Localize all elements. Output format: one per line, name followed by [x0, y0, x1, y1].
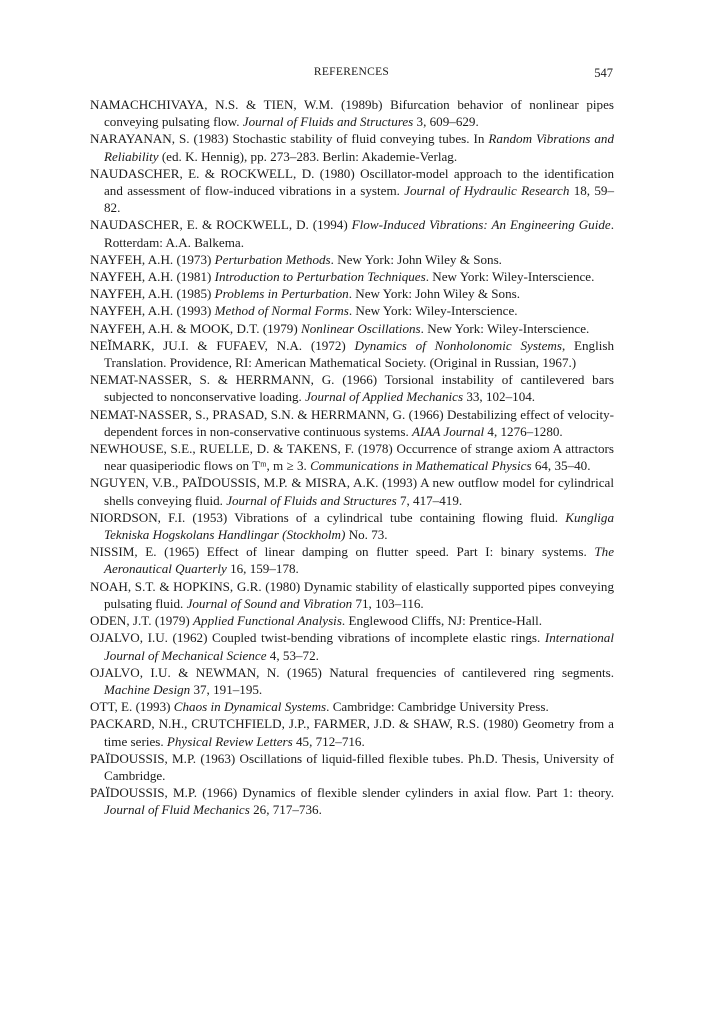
- reference-text: PACKARD, N.H., CRUTCHFIELD, J.P., FARMER, J.D. & SHAW, R.S. (1980) Geometry from a time series.: [90, 716, 614, 749]
- reference-text: ODEN, J.T. (1979): [90, 613, 194, 629]
- reference-entry: [90, 406, 614, 440]
- reference-entry: [90, 543, 614, 577]
- reference-details: 71, 103–116.: [352, 595, 424, 611]
- reference-details: 18, 59–82.: [104, 183, 615, 216]
- reference-details: , English Translation. Providence, RI: American Mathematical Society. (Original in Russian, 1967.): [104, 337, 614, 371]
- reference-source: Journal of Sound and Vibration: [186, 595, 353, 611]
- reference-source: Journal of Hydraulic Research: [404, 183, 570, 199]
- reference-text: NAYFEH, A.H. (1985): [90, 286, 215, 302]
- reference-source: Kungliga Tekniska Hogskolans Handlingar (Stockholm): [104, 509, 614, 543]
- reference-details: . New York: Wiley-Interscience.: [348, 303, 518, 319]
- reference-source: Machine Design: [104, 681, 191, 697]
- reference-source: Dynamics of Nonholonomic Systems: [354, 337, 562, 353]
- reference-entry: [90, 268, 614, 285]
- reference-list: [90, 96, 614, 819]
- reference-source: Applied Functional Analysis: [193, 613, 342, 629]
- reference-details: 33, 102–104.: [463, 389, 536, 405]
- reference-source: Random Vibrations and Reliability: [104, 131, 614, 164]
- reference-details: 7, 417–419.: [396, 492, 463, 508]
- reference-details: . New York: Wiley-Interscience.: [420, 320, 590, 336]
- reference-text: NEĬMARK, JU.I. & FUFAEV, N.A. (1972): [90, 337, 355, 353]
- reference-entry: [90, 251, 614, 268]
- reference-source: Journal of Fluids and Structures: [226, 492, 397, 508]
- reference-entry: [90, 96, 614, 130]
- reference-entry: [90, 509, 614, 543]
- reference-source: International Journal of Mechanical Science: [104, 630, 614, 663]
- reference-source: Flow-Induced Vibrations: An Engineering Guide: [351, 217, 611, 233]
- reference-details: 45, 712–716.: [292, 733, 365, 749]
- reference-details: 26, 717–736.: [249, 802, 322, 818]
- reference-details: 16, 159–178.: [226, 561, 299, 577]
- reference-source: Journal of Fluid Mechanics: [104, 802, 250, 818]
- reference-source: Introduction to Perturbation Techniques: [214, 269, 426, 285]
- reference-details: . New York: John Wiley & Sons.: [348, 286, 521, 302]
- reference-entry: [90, 664, 614, 698]
- reference-entry: [90, 302, 614, 319]
- reference-source: AIAA Journal: [412, 423, 485, 439]
- reference-text: NOAH, S.T. & HOPKINS, G.R. (1980) Dynamic stability of elastically supported pipes conveying pulsating fluid.: [90, 578, 614, 611]
- reference-entry: [90, 578, 614, 612]
- reference-details: 4, 1276–1280.: [484, 423, 563, 439]
- page-number: 547: [594, 66, 613, 80]
- reference-source: Physical Review Letters: [166, 733, 293, 749]
- reference-source: Journal of Applied Mechanics: [305, 389, 464, 405]
- reference-entry: [90, 337, 614, 371]
- reference-text: NISSIM, E. (1965) Effect of linear damping on flutter speed. Part I: binary systems.: [90, 544, 595, 560]
- reference-details: 37, 191–195.: [190, 681, 263, 697]
- reference-details: No. 73.: [345, 527, 388, 543]
- reference-entry: [90, 440, 614, 474]
- page-title: REFERENCES: [313, 66, 390, 78]
- reference-details: 4, 53–72.: [266, 647, 319, 663]
- reference-entry: [90, 474, 614, 508]
- reference-details: 64, 35–40.: [531, 458, 591, 474]
- reference-text: NEWHOUSE, S.E., RUELLE, D. & TAKENS, F. (1978) Occurrence of strange axiom A attractors near quasiperiodic flows on Tᵐ, m ≥ 3.: [90, 441, 614, 474]
- reference-text: PAÏDOUSSIS, M.P. (1966) Dynamics of flexible slender cylinders in axial flow. Part 1: theory.: [90, 785, 614, 801]
- reference-entry: [90, 216, 614, 250]
- reference-text: NARAYANAN, S. (1983) Stochastic stability of fluid conveying tubes. In: [90, 131, 489, 147]
- reference-text: NAYFEH, A.H. (1981): [90, 269, 215, 285]
- reference-entry: [90, 130, 614, 164]
- reference-details: . Englewood Cliffs, NJ: Prentice-Hall.: [341, 613, 543, 629]
- reference-entry: [90, 698, 614, 715]
- reference-entry: [90, 612, 614, 629]
- reference-text: NGUYEN, V.B., PAÏDOUSSIS, M.P. & MISRA, A.K. (1993) A new outflow model for cylindrical shells conveying fluid.: [90, 475, 614, 508]
- reference-details: . New York: Wiley-Interscience.: [425, 269, 595, 285]
- reference-text: NEMAT-NASSER, S., PRASAD, S.N. & HERRMANN, G. (1966) Destabilizing effect of velocity-dependent forces in non-conservative continuous systems.: [90, 406, 614, 439]
- reference-entry: [90, 285, 614, 302]
- reference-details: 3, 609–629.: [413, 114, 479, 130]
- reference-entry: [90, 165, 614, 217]
- reference-source: The Aeronautical Quarterly: [104, 544, 614, 577]
- reference-entry: [90, 371, 614, 405]
- reference-details: . Rotterdam: A.A. Balkema.: [104, 217, 614, 250]
- reference-details: (ed. K. Hennig), pp. 273–283. Berlin: Akademie-Verlag.: [158, 148, 458, 164]
- reference-source: Nonlinear Oscillations: [300, 320, 421, 336]
- running-head: [90, 66, 613, 82]
- reference-text: OJALVO, I.U. & NEWMAN, N. (1965) Natural frequencies of cantilevered ring segments.: [90, 664, 614, 680]
- reference-source: Perturbation Methods: [214, 251, 331, 267]
- reference-text: OTT, E. (1993): [90, 699, 174, 715]
- reference-text: PAÏDOUSSIS, M.P. (1963) Oscillations of liquid-filled flexible tubes. Ph.D. Thesis, University of Cambridge.: [90, 750, 614, 783]
- reference-text: NAYFEH, A.H. (1973): [90, 251, 215, 267]
- reference-text: NAMACHCHIVAYA, N.S. & TIEN, W.M. (1989b) Bifurcation behavior of nonlinear pipes conveying pulsating flow.: [90, 97, 614, 130]
- reference-text: OJALVO, I.U. (1962) Coupled twist-bending vibrations of incomplete elastic rings.: [90, 630, 545, 646]
- reference-source: Method of Normal Forms: [214, 303, 349, 319]
- reference-details: . Cambridge: Cambridge University Press.: [326, 699, 549, 715]
- reference-text: NEMAT-NASSER, S. & HERRMANN, G. (1966) Torsional instability of cantilevered bars subjected to nonconservative loading.: [90, 372, 614, 405]
- reference-source: Problems in Perturbation: [214, 286, 349, 302]
- reference-text: NIORDSON, F.I. (1953) Vibrations of a cylindrical tube containing flowing fluid.: [90, 509, 566, 525]
- reference-text: NAUDASCHER, E. & ROCKWELL, D. (1994): [90, 217, 352, 233]
- reference-text: NAUDASCHER, E. & ROCKWELL, D. (1980) Oscillator-model approach to the identification and assessment of flow-induced vibrations in a system.: [90, 165, 614, 199]
- reference-source: Communications in Mathematical Physics: [310, 458, 532, 474]
- reference-entry: [90, 784, 614, 818]
- reference-source: Chaos in Dynamical Systems: [173, 699, 327, 715]
- reference-entry: [90, 629, 614, 663]
- reference-entry: [90, 320, 614, 337]
- reference-entry: [90, 750, 614, 784]
- reference-text: NAYFEH, A.H. (1993): [90, 303, 215, 319]
- reference-text: NAYFEH, A.H. & MOOK, D.T. (1979): [90, 320, 301, 336]
- reference-details: . New York: John Wiley & Sons.: [330, 251, 502, 267]
- reference-source: Journal of Fluids and Structures: [242, 114, 414, 130]
- reference-entry: [90, 715, 614, 749]
